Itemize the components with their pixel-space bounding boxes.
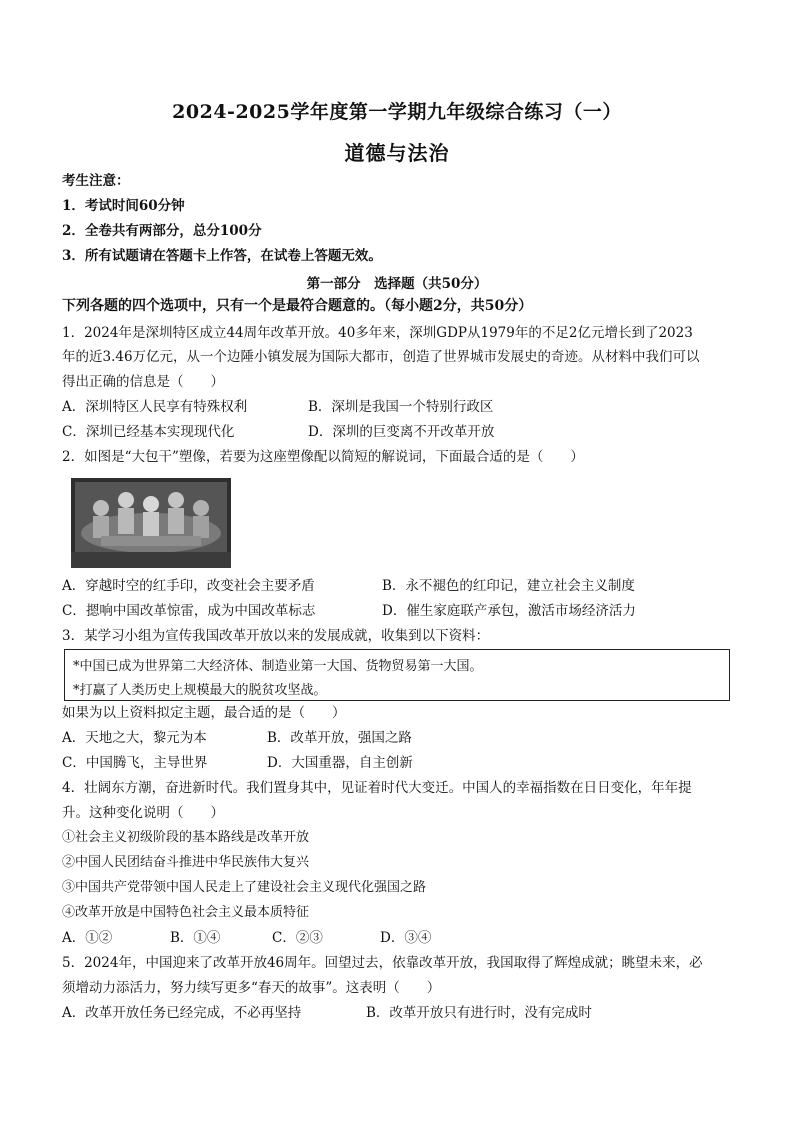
q2-option-a: A．穿越时空的红手印，改变社会主要矛盾 [62,578,315,594]
notice-item-3: 3．所有试题请在答题卡上作答，在试卷上答题无效。 [62,248,382,264]
sculpture-photo-icon [71,478,231,568]
q4-statement-4: ④改革开放是中国特色社会主义最本质特征 [62,905,310,920]
q2-line-1: 2．如图是“大包干”塑像，若要为这座塑像配以简短的解说词，下面最合适的是（ ） [62,449,584,465]
q4-option-c: C．②③ [272,930,323,946]
q3-line-1: 3．某学习小组为宣传我国改革开放以来的发展成就，收集到以下资料： [62,628,490,644]
notice-item-1: 1．考试时间60分钟 [62,198,185,214]
q1-option-c: C．深圳已经基本实现现代化 [62,424,235,440]
q4-option-b: B．①④ [170,930,221,946]
subject-title: 道德与法治 [344,141,450,165]
q3-option-c: C．中国腾飞，主导世界 [62,755,208,771]
q3-material-box [64,649,730,701]
q3-option-b: B．改革开放，强国之路 [267,730,412,746]
part1-title: 第一部分 选择题（共50分） [306,276,488,292]
q3-option-a: A．天地之大，黎元为本 [62,730,207,746]
exam-title: 2024-2025学年度第一学期九年级综合练习（一） [172,101,622,123]
notice-heading: 考生注意： [62,173,130,189]
q4-line-1: 4．壮阔东方潮，奋进新时代。我们置身其中，见证着时代大变迁。中国人的幸福指数在日日变化，年年提 [62,780,692,796]
q3-box-line-2: *打赢了人类历史上规模最大的脱贫攻坚战。 [73,683,327,698]
q4-statement-3: ③中国共产党带领中国人民走上了建设社会主义现代化强国之路 [62,880,427,895]
q2-option-c: C．摁响中国改革惊雷，成为中国改革标志 [62,603,316,619]
q5-option-a: A．改革开放任务已经完成，不必再坚持 [62,1005,302,1021]
q1-option-d: D．深圳的巨变离不开改革开放 [308,424,495,440]
q5-line-1: 5．2024年，中国迎来了改革开放46周年。回望过去，依靠改革开放，我国取得了辉煌成就；眺望未来，必 [62,955,703,971]
q1-option-b: B．深圳是我国一个特别行政区 [308,399,494,415]
q4-statement-1: ①社会主义初级阶段的基本路线是改革开放 [62,830,310,845]
q2-option-b: B．永不褪色的红印记，建立社会主义制度 [382,578,635,594]
q4-line-2: 升。这种变化说明（ ） [62,805,224,821]
part1-instruction: 下列各题的四个选项中，只有一个是最符合题意的。（每小题2分，共50分） [62,298,533,314]
q1-option-a: A．深圳特区人民享有特殊权利 [62,399,248,415]
q2-option-d: D．催生家庭联产承包，激活市场经济活力 [382,603,636,619]
q5-line-2: 须增动力添活力，努力续写更多“春天的故事”。这表明（ ） [62,980,441,996]
q1-line-3: 得出正确的信息是（ ） [62,374,224,390]
q4-option-a: A．①② [62,930,113,946]
q3-box-line-1: *中国已成为世界第二大经济体、制造业第一大国、货物贸易第一大国。 [73,659,483,674]
q1-line-1: 1．2024年是深圳特区成立44周年改革开放。40多年来，深圳GDP从1979年的不足2亿元增长到了2023 [62,325,693,341]
notice-item-2: 2．全卷共有两部分，总分100分 [62,223,262,239]
q5-option-b: B．改革开放只有进行时，没有完成时 [366,1005,592,1021]
q4-statement-2: ②中国人民团结奋斗推进中华民族伟大复兴 [62,855,310,870]
q1-line-2: 年的近3.46万亿元，从一个边陲小镇发展为国际大都市，创造了世界城市发展史的奇迹。从材料中我们可以 [62,349,700,365]
sculpture-photo [71,478,231,568]
q4-option-d: D．③④ [380,930,432,946]
q3-option-d: D．大国重器，自主创新 [267,755,413,771]
q3-question: 如果为以上资料拟定主题，最合适的是（ ） [62,705,346,721]
